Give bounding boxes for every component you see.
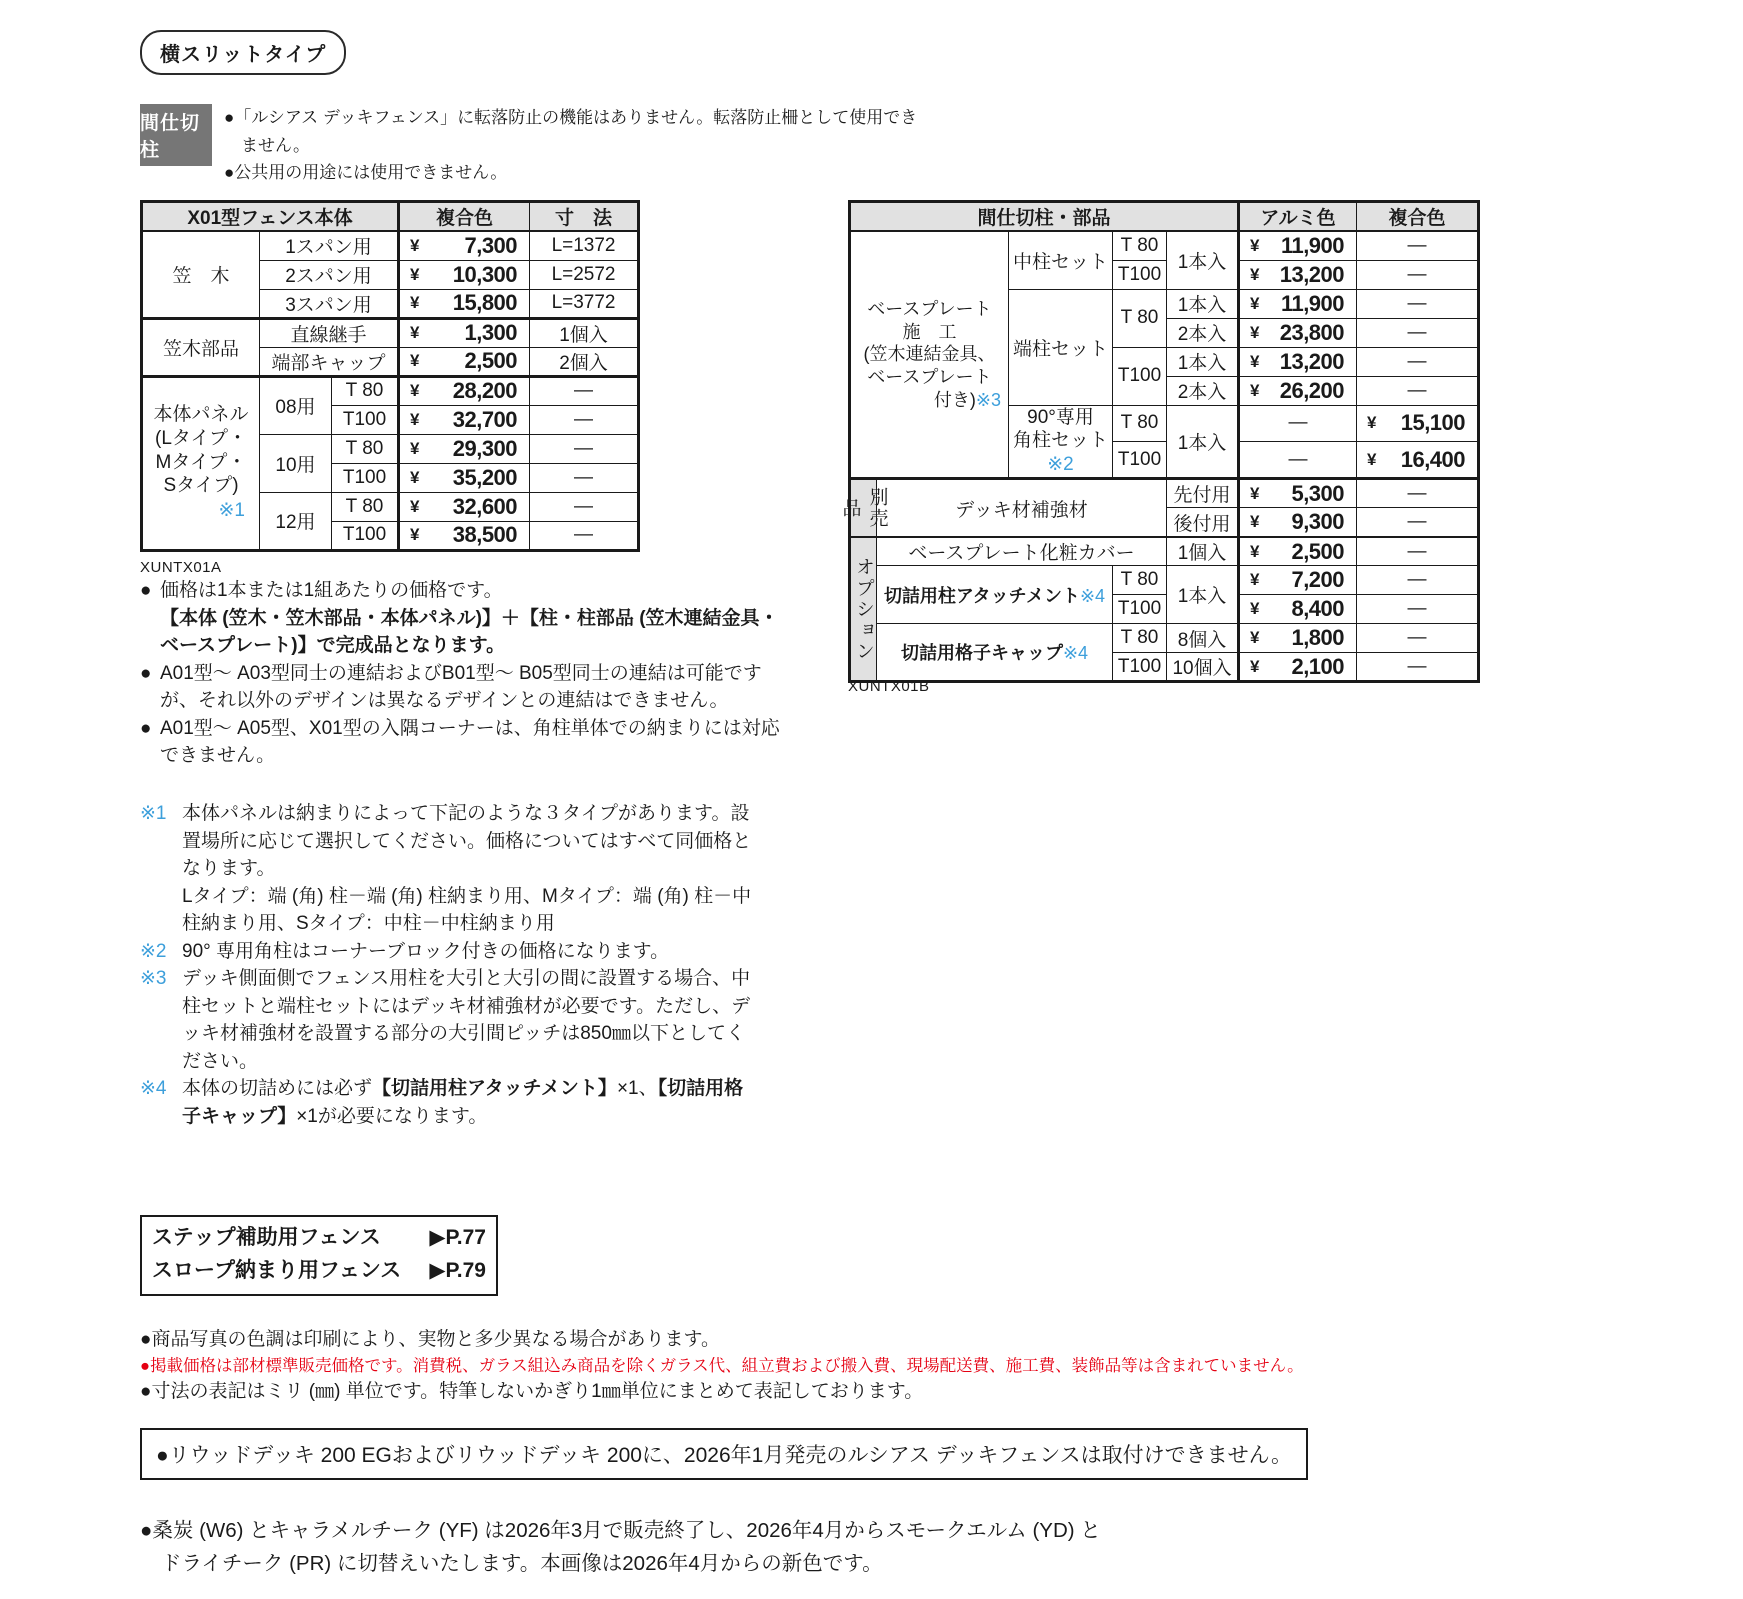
dim-cell: L=3772 — [530, 289, 639, 318]
height-cell: T100 — [332, 463, 399, 492]
price-cell: ¥ 7,300 — [399, 231, 530, 260]
price-cell: ¥ 9,300 — [1239, 508, 1357, 537]
group-cell-panel: 本体パネル (Lタイプ・ Mタイプ・ Sタイプ) ※1 — [142, 376, 260, 550]
dash-cell: — — [1357, 231, 1479, 260]
item-cell-corner: 90°専用 角柱セット※2 — [1009, 405, 1113, 479]
price-notes — [140, 577, 788, 770]
left-price-table — [140, 200, 640, 552]
table-row — [850, 479, 1479, 508]
item-cell: デッキ材補強材 — [877, 479, 1167, 537]
price-cell: ¥ 2,100 — [1239, 653, 1357, 682]
height-cell: T 80 — [1113, 289, 1167, 347]
footnote-ref: ※2 — [1047, 454, 1074, 476]
partition-caution-text — [224, 104, 994, 187]
height-cell: T 80 — [332, 434, 399, 463]
reference-notes — [140, 800, 752, 1131]
dash-cell: — — [1239, 405, 1357, 442]
qty-cell: 1本入 — [1167, 405, 1239, 479]
dash-cell: — — [1357, 653, 1479, 682]
height-cell: T100 — [1113, 442, 1167, 479]
yen-sign: ¥ — [410, 235, 420, 255]
compatibility-notice: ●リウッドデッキ 200 EGおよびリウッドデッキ 200に、2026年1月発売のルシアス デッキフェンスは取付けできません。 — [140, 1428, 1308, 1480]
group-cell: 笠 木 — [142, 231, 260, 318]
item-cell: 3スパン用 — [260, 289, 399, 318]
price-cell: ¥ 35,200 — [399, 463, 530, 492]
dash-cell: — — [530, 463, 639, 492]
price-cell: ¥ 1,800 — [1239, 624, 1357, 653]
dash-cell: — — [1357, 566, 1479, 595]
qty-cell: 後付用 — [1167, 508, 1239, 537]
dash-cell: — — [1357, 318, 1479, 347]
height-cell: T 80 — [1113, 566, 1167, 595]
price-cell: ¥ 8,400 — [1239, 595, 1357, 624]
item-cell: 2スパン用 — [260, 260, 399, 289]
height-cell: T 80 — [332, 492, 399, 521]
dash-cell: — — [1357, 347, 1479, 376]
right-table-title: 間仕切柱・部品 — [850, 202, 1239, 232]
price-cell: ¥ 26,200 — [1239, 376, 1357, 405]
price-cell: ¥ 2,500 — [1239, 537, 1357, 566]
qty-cell: 1本入 — [1167, 566, 1239, 624]
col-header-alumi: アルミ色 — [1239, 202, 1357, 232]
caution-line: ●公共用の用途には使用できません。 — [224, 163, 508, 183]
dim-cell: 1個入 — [530, 318, 639, 347]
page-ref[interactable]: ▶P.79 — [429, 1258, 486, 1282]
partition-label: 間仕切柱 — [140, 104, 212, 166]
left-table-code: XUNTX01A — [140, 559, 222, 576]
qty-cell: 1個入 — [1167, 537, 1239, 566]
dash-cell: — — [530, 405, 639, 434]
note-item: ● A01型〜 A03型同士の連結およびB01型〜 B05型同士の連結は可能ですが、それ以外のデザインは異なるデザインとの連結はできません。 — [140, 662, 762, 712]
price-cell: ¥ 2,500 — [399, 347, 530, 376]
price-cell: ¥ 11,900 — [1239, 231, 1357, 260]
table-row — [142, 376, 639, 405]
qty-cell: 1本入 — [1167, 347, 1239, 376]
partition-caution — [140, 104, 994, 187]
dim-cell: 2個入 — [530, 347, 639, 376]
item-cell: 端部キャップ — [260, 347, 399, 376]
footer-note-price: ●掲載価格は部材標準販売価格です。消費税、ガラス組込み商品を除くガラス代、組立費および搬入費、現場配送費、施工費、装飾品等は含まれていません。 — [140, 1356, 1304, 1375]
footnote-ref: ※4 — [1062, 643, 1089, 664]
dash-cell: — — [1357, 508, 1479, 537]
col-header-fukugo: 複合色 — [1357, 202, 1479, 232]
right-table-code: XUNTX01B — [848, 678, 930, 695]
qty-cell: 1本入 — [1167, 289, 1239, 318]
qty-cell: 10個入 — [1167, 653, 1239, 682]
price-cell: ¥ 32,700 — [399, 405, 530, 434]
height-cell: T 80 — [1113, 624, 1167, 653]
link-slope-fence[interactable]: スロープ納まり用フェンス ▶P.79 — [152, 1255, 486, 1288]
height-cell: T 80 — [1113, 231, 1167, 260]
price-cell: ¥ 1,300 — [399, 318, 530, 347]
price-cell: ¥ 23,800 — [1239, 318, 1357, 347]
footer-note: ●寸法の表記はミリ (㎜) 単位です。特筆しないかぎり1㎜単位にまとめて表記しております。 — [140, 1381, 924, 1403]
qty-cell: 2本入 — [1167, 376, 1239, 405]
height-cell: T100 — [1113, 595, 1167, 624]
dash-cell: — — [1357, 479, 1479, 508]
height-cell: T 80 — [1113, 405, 1167, 442]
color-change-note: ●桑炭 (W6) とキャラメルチーク (YF) は2026年3月で販売終了し、2026年4月からスモークエルム (YD) と ドライチーク (PR) に切替えいたします。本画像は2026年4月からの新色です。 — [140, 1519, 1101, 1576]
height-cell: T100 — [332, 521, 399, 550]
dash-cell: — — [1239, 442, 1357, 479]
height-cell: T100 — [1113, 653, 1167, 682]
right-price-table — [839, 200, 1480, 683]
size-cell: 08用 — [260, 376, 332, 434]
qty-cell: 1本入 — [1167, 231, 1239, 289]
dim-cell: L=1372 — [530, 231, 639, 260]
page-ref[interactable]: ▶P.77 — [429, 1226, 486, 1249]
item-cell: 直線継手 — [260, 318, 399, 347]
height-cell: T 80 — [332, 376, 399, 405]
group-cell: 笠木部品 — [142, 318, 260, 376]
note-item: ● A01型〜 A05型、X01型の入隅コーナーは、角柱単体での納まりには対応できません。 — [140, 717, 780, 767]
ref-note-3: ※3 デッキ側面側でフェンス用柱を大引と大引の間に設置する場合、中柱セットと端柱セットにはデッキ材補強材が必要です。ただし、デッキ材補強材を設置する部分の大引間ピッチは850㎜以下としてください。 — [140, 968, 751, 1072]
dash-cell: — — [530, 434, 639, 463]
qty-cell: 8個入 — [1167, 624, 1239, 653]
group-cell-baseplate: ベースプレート 施 工 (笠木連結金具、 ベースプレート 付き)※3 — [850, 231, 1009, 479]
price-cell: ¥ 13,200 — [1239, 347, 1357, 376]
item-cell: 端柱セット — [1009, 289, 1113, 405]
height-cell: T100 — [1113, 260, 1167, 289]
page-links-box — [140, 1215, 498, 1296]
price-cell: ¥ 16,400 — [1357, 442, 1479, 479]
footer-notes — [140, 1326, 1304, 1407]
item-cell: 1スパン用 — [260, 231, 399, 260]
price-cell: ¥ 5,300 — [1239, 479, 1357, 508]
col-header-price: 複合色 — [399, 202, 530, 232]
dash-cell: — — [530, 376, 639, 405]
table-row — [850, 566, 1479, 595]
price-cell: ¥ 13,200 — [1239, 260, 1357, 289]
footer-note: ●商品写真の色調は印刷により、実物と多少異なる場合があります。 — [140, 1329, 720, 1350]
dash-cell: — — [1357, 376, 1479, 405]
table-row — [142, 318, 639, 347]
qty-cell: 先付用 — [1167, 479, 1239, 508]
table-row — [850, 624, 1479, 653]
ref-note-2: ※2 90° 専用角柱はコーナーブロック付きの価格になります。 — [140, 940, 670, 962]
price-cell: ¥ 32,600 — [399, 492, 530, 521]
price-cell: ¥ 38,500 — [399, 521, 530, 550]
height-cell: T100 — [332, 405, 399, 434]
price-cell: ¥ 29,300 — [399, 434, 530, 463]
price-cell: ¥ 10,300 — [399, 260, 530, 289]
caution-line: ません。 — [241, 135, 311, 155]
dash-cell: — — [1357, 537, 1479, 566]
size-cell: 10用 — [260, 434, 332, 492]
dash-cell: — — [1357, 624, 1479, 653]
dash-cell: — — [530, 492, 639, 521]
footnote-ref: ※3 — [975, 389, 1001, 410]
table-row — [142, 231, 639, 260]
note-item: ● 価格は1本または1組あたりの価格です。 【本体 (笠木・笠木部品・本体パネル)】＋【柱・柱部品 (笠木連結金具・ベースプレート)】で完成品となります。 — [140, 580, 779, 657]
size-cell: 12用 — [260, 492, 332, 550]
footnote-ref: ※4 — [1079, 585, 1106, 606]
item-cell: 中柱セット — [1009, 231, 1113, 289]
price-cell: ¥ 7,200 — [1239, 566, 1357, 595]
dash-cell: — — [1357, 260, 1479, 289]
price-cell: ¥ 11,900 — [1239, 289, 1357, 318]
dash-cell: — — [1357, 595, 1479, 624]
table-row — [850, 231, 1479, 260]
price-cell: ¥ 15,100 — [1357, 405, 1479, 442]
section-label-option: オプション — [850, 537, 877, 682]
col-header-dim: 寸 法 — [530, 202, 639, 232]
left-table-title: X01型フェンス本体 — [142, 202, 399, 232]
table-row — [850, 537, 1479, 566]
ref-note-1: ※1 本体パネルは納まりによって下記のような３タイプがあります。設置場所に応じて選択してください。価格についてはすべて同価格となります。 Lタイプ：端 (角) 柱－端 (角) 柱納まり用、Mタイプ：端 (角) 柱－中柱納まり用、Sタイプ：中柱－中柱納まり用 — [140, 803, 752, 935]
item-cell: 切詰用柱アタッチメント※4 — [877, 566, 1113, 624]
dash-cell: — — [530, 521, 639, 550]
footnote-ref: ※1 — [218, 500, 245, 522]
dash-cell: — — [1357, 289, 1479, 318]
note-bold: 【本体 (笠木・笠木部品・本体パネル)】＋【柱・柱部品 (笠木連結金具・ベースプレート)】で完成品となります。 — [160, 607, 779, 657]
price-cell: ¥ 15,800 — [399, 289, 530, 318]
height-cell: T100 — [1113, 347, 1167, 405]
item-cell: 切詰用格子キャップ※4 — [877, 624, 1113, 682]
price-cell: ¥ 28,200 — [399, 376, 530, 405]
dim-cell: L=2572 — [530, 260, 639, 289]
item-cell: ベースプレート化粧カバー — [877, 537, 1167, 566]
link-step-fence[interactable]: ステップ補助用フェンス ▶P.77 — [152, 1222, 486, 1255]
qty-cell: 2本入 — [1167, 318, 1239, 347]
type-badge: 横スリットタイプ — [140, 30, 346, 75]
section-label-betsubai: 別売品 — [850, 479, 877, 537]
caution-line: ●「ルシアス デッキフェンス」に転落防止の機能はありません。転落防止柵として使用でき — [224, 108, 918, 127]
ref-note-4: ※4 本体の切詰めには必ず【切詰用柱アタッチメント】×1、【切詰用格子キャップ】×1が必要になります。 — [140, 1078, 744, 1128]
